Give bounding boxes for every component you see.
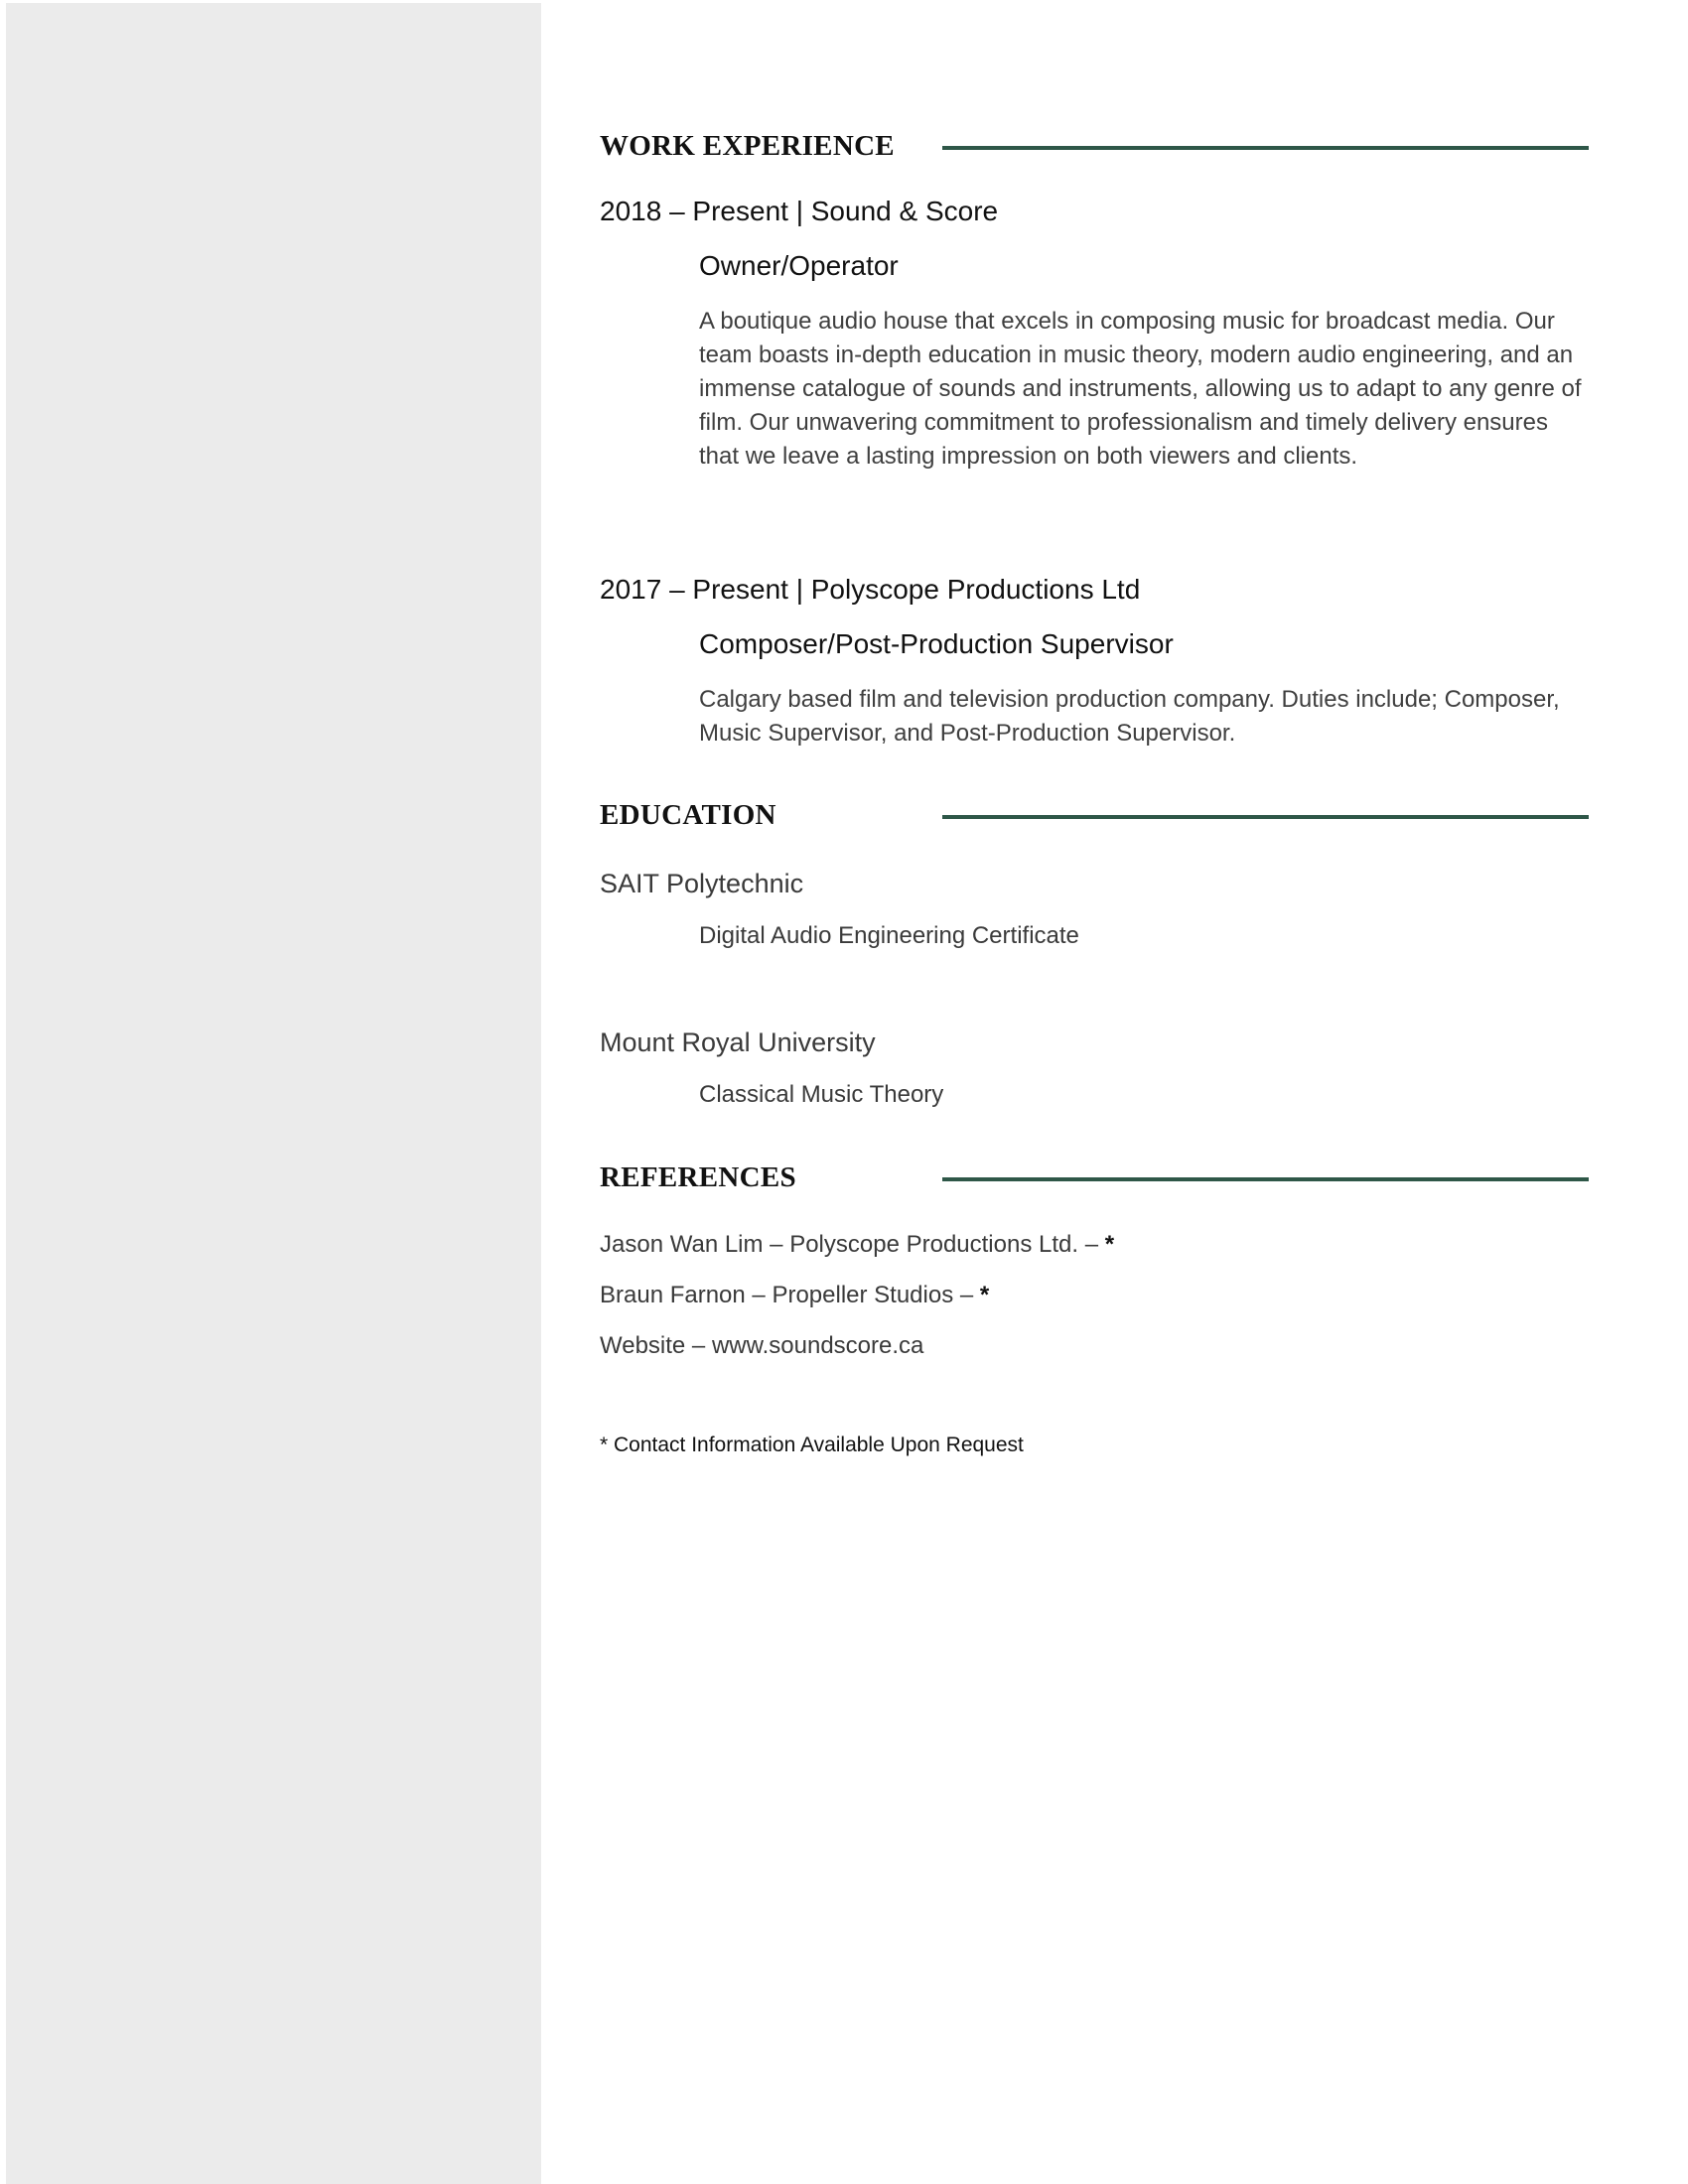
references-title: REFERENCES xyxy=(600,1161,796,1193)
work-experience-title: WORK EXPERIENCE xyxy=(600,130,895,162)
reference-text: Website – www.soundscore.ca xyxy=(600,1332,924,1359)
education-1-program: Digital Audio Engineering Certificate xyxy=(699,922,1079,949)
reference-item xyxy=(600,1332,923,1360)
job-2-heading: 2017 – Present | Polyscope Productions Ltd xyxy=(600,574,1141,605)
job-2-role: Composer/Post-Production Supervisor xyxy=(699,628,1174,659)
education-title: EDUCATION xyxy=(600,799,776,831)
job-1-heading: 2018 – Present | Sound & Score xyxy=(600,196,999,226)
reference-item xyxy=(600,1282,989,1309)
reference-asterisk: * xyxy=(979,1282,990,1308)
resume-main-column xyxy=(600,0,1593,2184)
education-2-program: Classical Music Theory xyxy=(699,1081,944,1108)
job-2-description: Calgary based film and television production company. Duties include; Composer, Music Supervisor, and Post-Production Supervisor. xyxy=(699,686,1560,747)
work-experience-header xyxy=(600,130,1589,170)
education-2-school: Mount Royal University xyxy=(600,1027,876,1057)
contact-note: * Contact Information Available Upon Request xyxy=(600,1433,1024,1456)
reference-item xyxy=(600,1231,1114,1259)
education-1-school: SAIT Polytechnic xyxy=(600,869,804,898)
education-divider xyxy=(942,815,1589,819)
education-header xyxy=(600,799,1589,839)
reference-text: Jason Wan Lim – Polyscope Productions Ltd. – xyxy=(600,1231,1105,1258)
work-experience-divider xyxy=(942,146,1589,150)
references-divider xyxy=(942,1177,1589,1181)
left-sidebar-panel xyxy=(6,3,541,2184)
references-header xyxy=(600,1161,1589,1201)
reference-asterisk: * xyxy=(1104,1231,1115,1258)
job-1-description: A boutique audio house that excels in composing music for broadcast media. Our team boasts in-depth education in music theory, modern audio engineering, and an immense catalogue of sounds and instruments, allowing us to adapt to any genre of film. Our unwavering commitment to professionalism and timely delivery ensures that we leave a lasting impression on both viewers and clients. xyxy=(699,308,1582,470)
reference-text: Braun Farnon – Propeller Studios – xyxy=(600,1282,980,1308)
job-1-role: Owner/Operator xyxy=(699,250,899,281)
